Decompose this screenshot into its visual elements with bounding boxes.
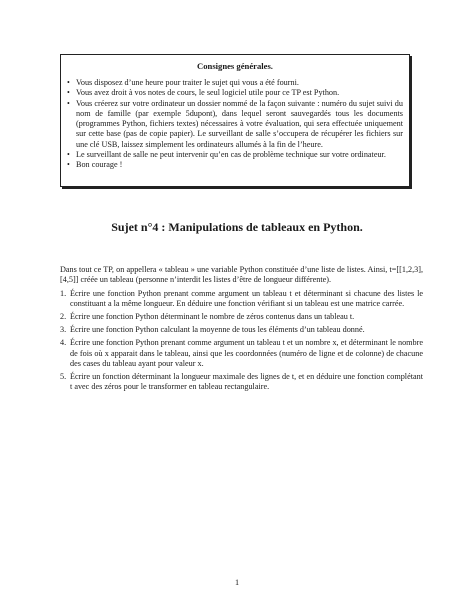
exercise-text: Écrire une fonction Python déterminant le nombre de zéros contenus dans un tableau t. <box>70 312 355 322</box>
bullet-icon: • <box>67 78 70 87</box>
instruction-item <box>67 99 403 150</box>
subject-title: Sujet n°4 : Manipulations de tableaux en Python. <box>111 220 363 234</box>
general-instructions-box <box>60 54 410 187</box>
exercise-text: Écrire une fonction Python prenant comme argument un tableau t et déterminant si chacune des listes le constituant a la même longueur. En déduire une fonction vérifiant si un tableau est une matrice carrée. <box>70 289 423 309</box>
exercise-text: Écrire un fonction déterminant la longueur maximale des lignes de t, et en déduire une fonction complétant t avec des zéros pour le transformer en tableau rectangulaire. <box>70 371 423 392</box>
exercise-number: 5. <box>60 371 67 381</box>
instruction-text: Vous disposez d’une heure pour traiter le sujet qui vous a été fourni. <box>76 78 299 87</box>
instruction-text: Le surveillant de salle ne peut intervenir qu’en cas de problème technique sur votre ordinateur. <box>76 150 386 160</box>
page-number: 1 <box>234 578 240 587</box>
bullet-icon: • <box>67 88 70 98</box>
instructions-list <box>67 78 403 171</box>
instructions-title: Consignes générales. <box>197 61 273 71</box>
instruction-item <box>67 160 403 170</box>
intro-paragraph: Dans tout ce TP, on appellera « tableau » une variable Python constituée d’une liste de listes. Ainsi, t=[[1,2,3],[4,5]] créée un tableau (personne n’interdit les listes d’être de longueur différente). <box>60 265 423 285</box>
exercise-text: Écrire une fonction Python calculant la moyenne de tous les éléments d’un tableau donné. <box>70 325 365 335</box>
exercise-number: 1. <box>60 289 67 298</box>
exercise-item <box>60 312 423 322</box>
instruction-text: Bon courage ! <box>76 160 123 170</box>
exercise-list <box>60 289 423 395</box>
exercise-text: Écrire une fonction Python prenant comme argument un tableau t et un nombre x, et déterminant le nombre de fois où x apparait dans le tableau, ainsi que les coordonnées (numéro de ligne et de colonne) de chacune des cases du tableau ayant pour valeur x. <box>70 338 423 368</box>
exercise-number: 3. <box>60 325 67 335</box>
instruction-text: Vous créerez sur votre ordinateur un dossier nommé de la façon suivante : numéro du sujet suivi du nom de famille (par exemple 5dupont), dans lequel seront sauvegardés tous les documents (programmes Python, fichiers textes) nécessaires à votre évaluation, qui sera effectuée uniquement sur cette base (pas de copie papier). Le surveillant de salle s’occupera de récupérer les fichiers sur une clé USB, laissez simplement les ordinateurs allumés à la fin de l’heure. <box>76 98 403 149</box>
exercise-item <box>60 338 423 369</box>
instruction-item <box>67 78 403 88</box>
bullet-icon: • <box>67 160 70 170</box>
instruction-text: Vous avez droit à vos notes de cours, le seul logiciel utile pour ce TP est Python. <box>76 88 340 98</box>
bullet-icon: • <box>67 150 70 160</box>
exercise-item <box>60 325 423 335</box>
bullet-icon: • <box>67 98 70 108</box>
exercise-number: 4. <box>60 338 67 348</box>
exercise-number: 2. <box>60 312 67 322</box>
instruction-item <box>67 150 403 160</box>
instruction-item <box>67 88 403 98</box>
exercise-item <box>60 289 423 310</box>
exercise-item <box>60 372 423 393</box>
